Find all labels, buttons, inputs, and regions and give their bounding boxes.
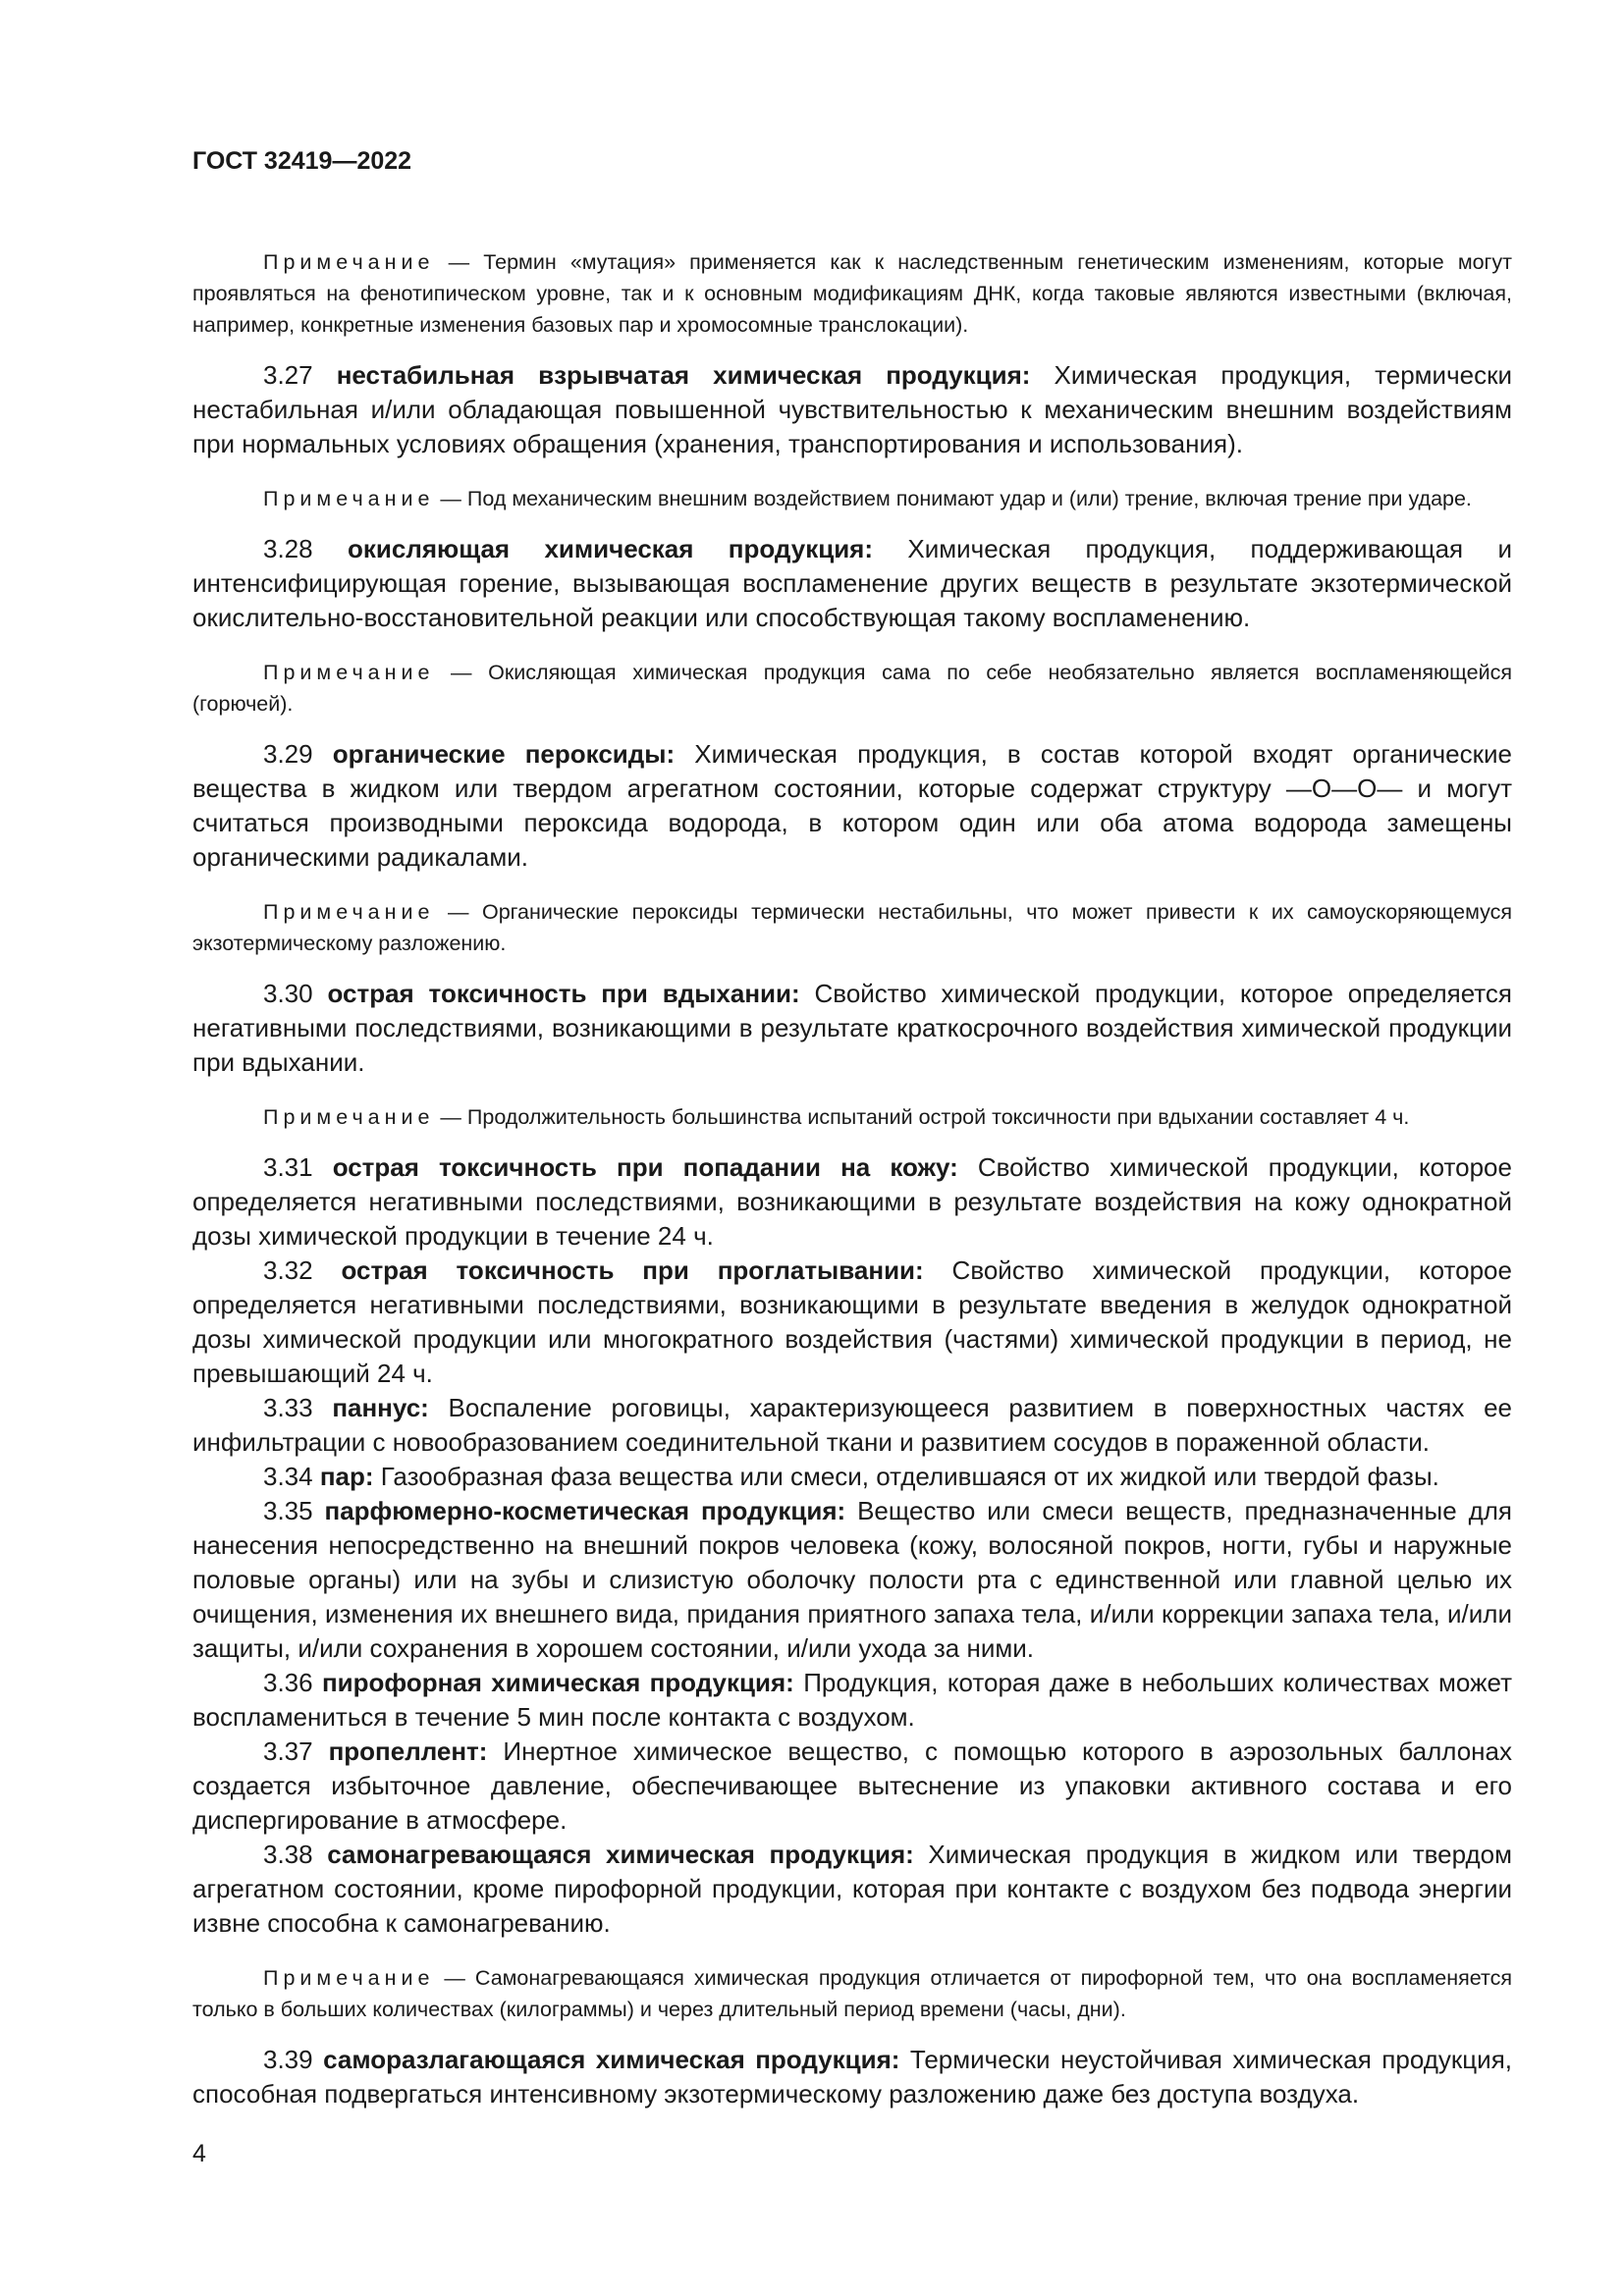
term-name: паннус:: [332, 1393, 429, 1422]
term-name: окисляющая химическая продукция:: [347, 534, 874, 563]
term-3-32: 3.32 острая токсичность при проглатывании: Свойство химической продукции, которое определяется негативными последствиями, возникающими в результате введения в желудок однократной дозы химической продукции или многократного воздействия (частями) химической продукции в период, не превышающий 24 ч.: [192, 1255, 1512, 1388]
term-definition: Вещество или смеси веществ, предназначенные для нанесения непосредственно на внешний покров человека (кожу, волосяной покров, ногти, губы и наружные половые органы) или на зубы и слизистую оболочку полости рта с единственной или главной целью их очищения, изменения их внешнего вида, придания приятного запаха тела, и/или коррекции запаха тела, и/или защиты, и/или сохранения в хорошем состоянии, и/или ухода за ними.: [192, 1496, 1512, 1663]
note-3-30: Примечание — Продолжительность большинства испытаний острой токсичности при вдыхании составляет 4 ч.: [263, 1105, 1410, 1129]
term-3-28: 3.28 окисляющая химическая продукция: Химическая продукция, поддерживающая и интенсифицирующая горение, вызывающая воспламенение других веществ в результате экзотермической окислительно-восстановительной реакции или способствующая такому воспламенению.: [192, 534, 1512, 632]
term-definition: Газообразная фаза вещества или смеси, отделившаяся от их жидкой или твердой фазы.: [380, 1462, 1439, 1491]
note-label: Примечание: [263, 1966, 435, 1990]
note-label: Примечание: [263, 250, 435, 274]
note-text: Самонагревающаяся химическая продукция отличается от пирофорной тем, что она воспламеняется только в больших количествах (килограммы) и через длительный период времени (часы, дни).: [192, 1966, 1512, 2021]
note-text: Окисляющая химическая продукция сама по себе необязательно является воспламеняющейся (горючей).: [192, 661, 1512, 716]
term-definition: Химическая продукция, в состав которой входят органические вещества в жидком или твердом агрегатном состоянии, которые содержат структуру —O—O— и могут считаться производными пероксида водорода, в котором один или оба атома водорода замещены органическими радикалами.: [192, 739, 1513, 872]
term-3-35: 3.35 парфюмерно-косметическая продукция: Вещество или смеси веществ, предназначенные для нанесения непосредственно на внешний покров человека (кожу, волосяной покров, ногти, губы и наружные половые органы) или на зубы и слизистую оболочку полости рта с единственной или главной целью их очищения, изменения их внешнего вида, придания приятного запаха тела, и/или коррекции запаха тела, и/или защиты, и/или сохранения в хорошем состоянии, и/или ухода за ними.: [192, 1496, 1512, 1663]
note-text: Продолжительность большинства испытаний острой токсичности при вдыхании составляет 4 ч.: [466, 1105, 1410, 1129]
term-name: острая токсичность при вдыхании:: [327, 979, 800, 1008]
note-3-27: Примечание — Под механическим внешним воздействием понимают удар и (или) трение, включая трение при ударе.: [263, 487, 1472, 510]
note-3-38: Примечание — Самонагревающаяся химическая продукция отличается от пирофорной тем, что она воспламеняется только в больших количествах (килограммы) и через длительный период времени (часы, дни).: [192, 1966, 1512, 2021]
term-name: самонагревающаяся химическая продукция:: [327, 1840, 914, 1869]
note-3-29: Примечание — Органические пероксиды термически нестабильны, что может привести к их самоускоряющемуся экзотермическому разложению.: [192, 900, 1512, 955]
term-definition: Продукция, которая даже в небольших количествах может воспламениться в течение 5 мин после контакта с воздухом.: [192, 1668, 1512, 1732]
term-name: пар:: [319, 1462, 374, 1491]
note-3-28: Примечание — Окисляющая химическая продукция сама по себе необязательно является воспламеняющейся (горючей).: [192, 661, 1512, 716]
term-name: органические пероксиды:: [332, 739, 676, 769]
term-3-36: 3.36 пирофорная химическая продукция: Продукция, которая даже в небольших количествах может воспламениться в течение 5 мин после контакта с воздухом.: [192, 1668, 1512, 1732]
term-definition: Свойство химической продукции, которое определяется негативными последствиями, возникающими в результате введения в желудок однократной дозы химической продукции или многократного воздействия (частями) химической продукции в период, не превышающий 24 ч.: [192, 1255, 1512, 1388]
term-3-33: 3.33 паннус: Воспаление роговицы, характеризующееся развитием в поверхностных частях ее инфильтрации с новообразованием соединительной ткани и развитием сосудов в пораженной области.: [192, 1393, 1512, 1457]
term-3-37: 3.37 пропеллент: Инертное химическое вещество, с помощью которого в аэрозольных баллонах создается избыточное давление, обеспечивающее вытеснение из упаковки активного состава и его диспергирование в атмосфере.: [192, 1736, 1513, 1835]
term-3-27: 3.27 нестабильная взрывчатая химическая продукция: Химическая продукция, термически нестабильная и/или обладающая повышенной чувствительностью к механическим внешним воздействиям при нормальных условиях обращения (хранения, транспортирования и использования).: [192, 360, 1512, 458]
term-definition: Свойство химической продукции, которое определяется негативными последствиями, возникающими в результате краткосрочного воздействия химической продукции при вдыхании.: [192, 979, 1513, 1077]
term-3-38: 3.38 самонагревающаяся химическая продукция: Химическая продукция в жидком или твердом агрегатном состоянии, кроме пирофорной продукции, которая при контакте с воздухом без подвода энергии извне способна к самонагреванию.: [192, 1840, 1512, 1938]
term-name: острая токсичность при проглатывании:: [341, 1255, 924, 1285]
term-3-30: 3.30 острая токсичность при вдыхании: Свойство химической продукции, которое определяется негативными последствиями, возникающими в результате краткосрочного воздействия химической продукции при вдыхании.: [192, 979, 1513, 1077]
document-page: [192, 147, 1512, 2111]
term-definition: Химическая продукция, термически нестабильная и/или обладающая повышенной чувствительностью к механическим внешним воздействиям при нормальных условиях обращения (хранения, транспортирования и использования).: [192, 360, 1512, 458]
term-name: острая токсичность при попадании на кожу:: [332, 1152, 958, 1182]
term-definition: Воспаление роговицы, характеризующееся развитием в поверхностных частях ее инфильтрации с новообразованием соединительной ткани и развитием сосудов в пораженной области.: [192, 1393, 1512, 1457]
term-3-29: 3.29 органические пероксиды: Химическая продукция, в состав которой входят органические вещества в жидком или твердом агрегатном состоянии, которые содержат структуру —O—O— и могут считаться производными пероксида водорода, в котором один или оба атома водорода замещены органическими радикалами.: [192, 739, 1513, 872]
term-definition: Инертное химическое вещество, с помощью которого в аэрозольных баллонах создается избыточное давление, обеспечивающее вытеснение из упаковки активного состава и его диспергирование в атмосфере.: [192, 1736, 1513, 1835]
term-3-34: 3.34 пар: Газообразная фаза вещества или смеси, отделившаяся от их жидкой или твердой фазы.: [263, 1462, 1439, 1491]
note-text: Органические пероксиды термически нестабильны, что может привести к их самоускоряющемуся экзотермическому разложению.: [192, 900, 1512, 955]
note-text: Термин «мутация» применяется как к наследственным генетическим изменениям, которые могут проявляться на фенотипическом уровне, так и к основным модификациям ДНК, когда таковые являются известными (включая, например, конкретные изменения базовых пар и хромосомные транслокации).: [192, 250, 1512, 337]
note-text: Под механическим внешним воздействием понимают удар и (или) трение, включая трение при ударе.: [466, 487, 1472, 510]
term-definition: Свойство химической продукции, которое определяется негативными последствиями, возникающими в результате воздействия на кожу однократной дозы химической продукции в течение 24 ч.: [192, 1152, 1512, 1251]
term-3-39: 3.39 саморазлагающаяся химическая продукция: Термически неустойчивая химическая продукция, способная подвергаться интенсивному экзотермическому разложению даже без доступа воздуха.: [192, 2045, 1512, 2109]
note-label: Примечание: [263, 661, 435, 684]
note-3-26: Примечание — Термин «мутация» применяется как к наследственным генетическим изменениям, которые могут проявляться на фенотипическом уровне, так и к основным модификациям ДНК, когда таковые являются известными (включая, например, конкретные изменения базовых пар и хромосомные транслокации).: [192, 250, 1512, 337]
term-definition: Химическая продукция, поддерживающая и интенсифицирующая горение, вызывающая воспламенение других веществ в результате экзотермической окислительно-восстановительной реакции или способствующая такому воспламенению.: [192, 534, 1512, 632]
page-number: 4: [192, 2140, 206, 2167]
standard-header: ГОСТ 32419—2022: [192, 147, 412, 175]
term-name: пирофорная химическая продукция:: [321, 1668, 794, 1697]
term-3-31: 3.31 острая токсичность при попадании на кожу: Свойство химической продукции, которое определяется негативными последствиями, возникающими в результате воздействия на кожу однократной дозы химической продукции в течение 24 ч.: [192, 1152, 1512, 1251]
term-name: нестабильная взрывчатая химическая продукция:: [336, 360, 1031, 390]
term-definition: Химическая продукция в жидком или твердом агрегатном состоянии, кроме пирофорной продукции, которая при контакте с воздухом без подвода энергии извне способна к самонагреванию.: [192, 1840, 1512, 1938]
term-definition: Термически неустойчивая химическая продукция, способная подвергаться интенсивному экзотермическому разложению даже без доступа воздуха.: [192, 2045, 1512, 2109]
note-label: Примечание: [263, 487, 435, 510]
term-name: саморазлагающаяся химическая продукция:: [323, 2045, 900, 2074]
note-label: Примечание: [263, 900, 435, 924]
note-label: Примечание: [263, 1105, 435, 1129]
term-name: пропеллент:: [328, 1736, 488, 1766]
term-name: парфюмерно-косметическая продукция:: [324, 1496, 846, 1525]
